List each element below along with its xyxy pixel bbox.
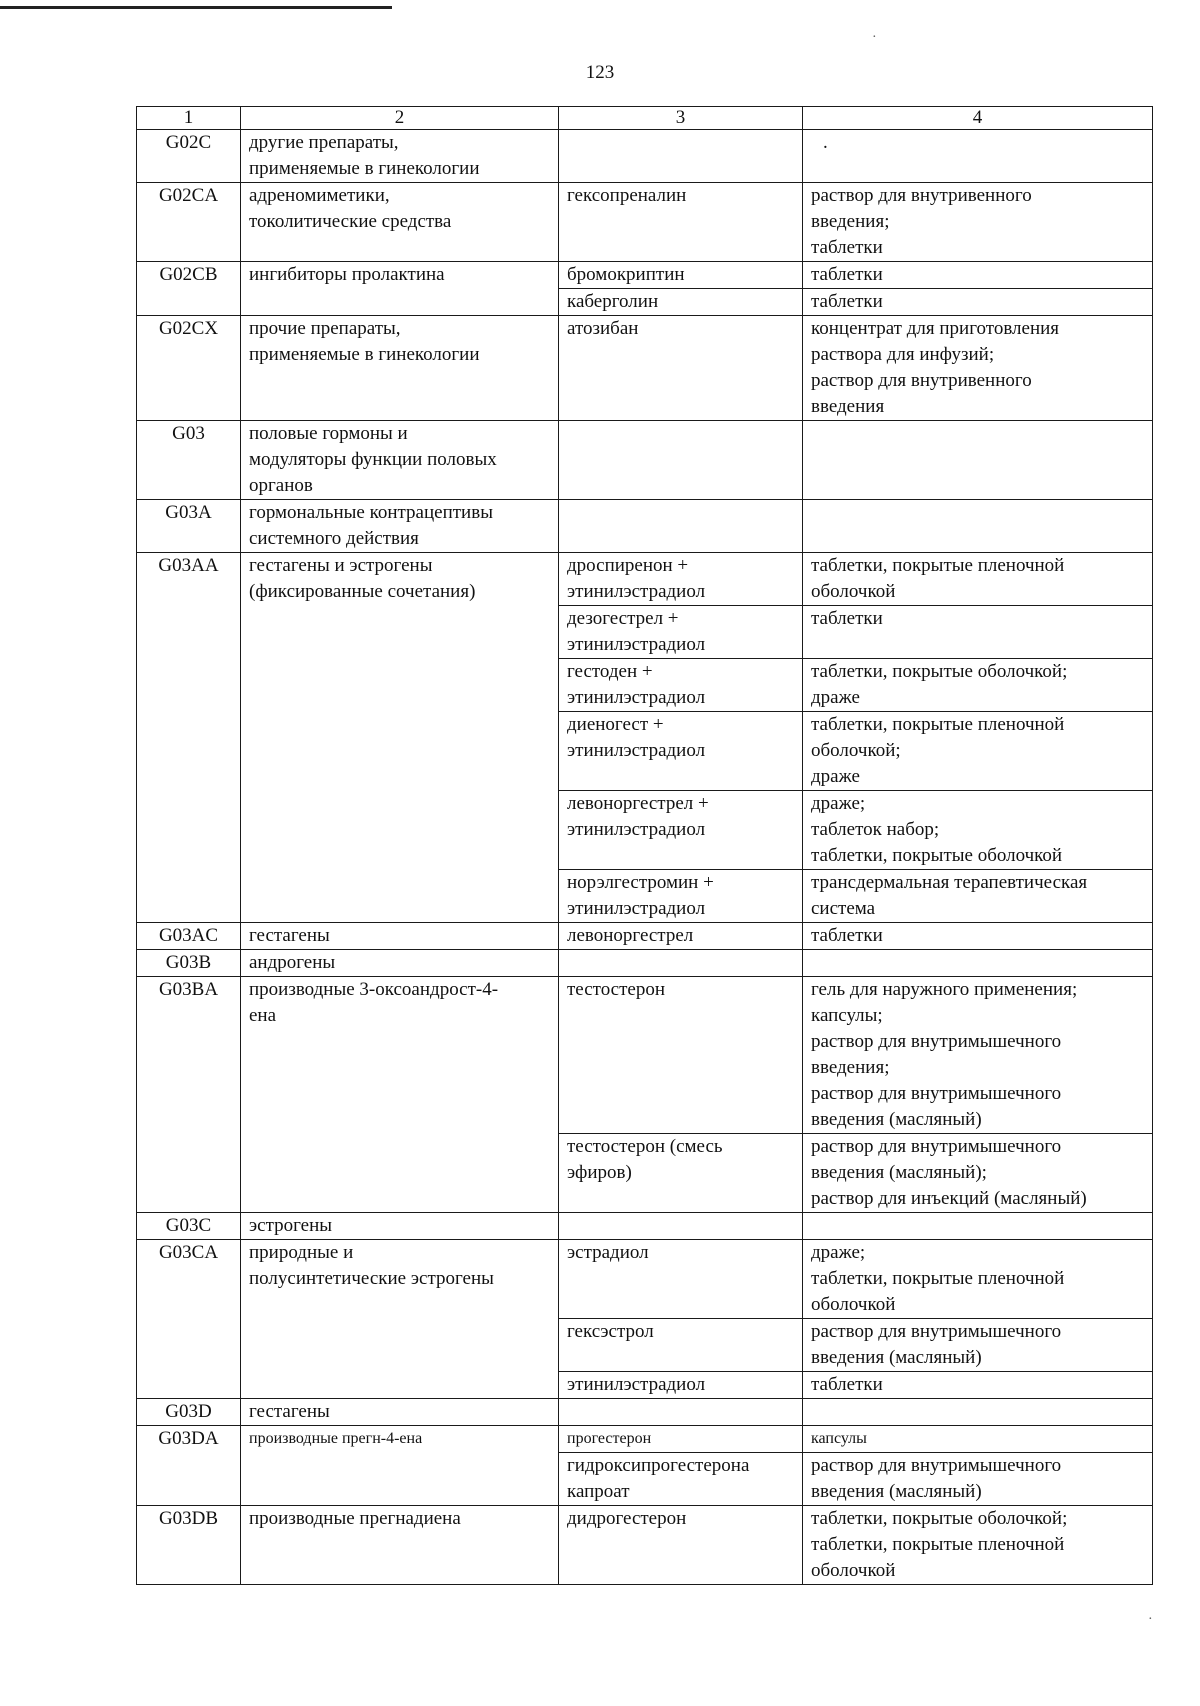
dosage-form: таблетки, покрытые оболочкой; таблетки, покрытые пленочной оболочкой	[803, 1506, 1153, 1585]
drug-name: норэлгестромин + этинилэстрадиол	[559, 870, 803, 923]
dosage-form: таблетки, покрытые пленочной оболочкой; драже	[803, 712, 1153, 791]
scan-speck: ·	[1148, 1612, 1153, 1627]
group-name: эстрогены	[241, 1213, 559, 1240]
atc-code: G03CA	[137, 1240, 241, 1399]
dosage-form: таблетки	[803, 1372, 1153, 1399]
dosage-form: .	[803, 130, 1153, 183]
table-row	[137, 923, 1153, 950]
atc-code: G03D	[137, 1399, 241, 1426]
dosage-form: раствор для внутримышечного введения (масляный)	[803, 1319, 1153, 1372]
drug-name: гидроксипрогестерона капроат	[559, 1453, 803, 1506]
drug-name	[559, 500, 803, 553]
table-row	[137, 977, 1153, 1134]
atc-code: G02C	[137, 130, 241, 183]
header-col-1: 1	[137, 107, 241, 130]
dosage-form: таблетки	[803, 289, 1153, 316]
drug-table	[136, 106, 1153, 1585]
drug-name: бромокриптин	[559, 262, 803, 289]
group-name: другие препараты, применяемые в гинекологии	[241, 130, 559, 183]
dosage-form	[803, 421, 1153, 500]
header-row	[137, 107, 1153, 130]
dosage-form	[803, 1399, 1153, 1426]
atc-code: G02CB	[137, 262, 241, 316]
drug-name: дроспиренон + этинилэстрадиол	[559, 553, 803, 606]
drug-name: атозибан	[559, 316, 803, 421]
table-row	[137, 130, 1153, 183]
atc-code: G03AA	[137, 553, 241, 923]
group-name: половые гормоны и модуляторы функции половых органов	[241, 421, 559, 500]
table-row	[137, 1426, 1153, 1453]
dosage-form: капсулы	[803, 1426, 1153, 1453]
atc-code: G03B	[137, 950, 241, 977]
drug-name: гексэстрол	[559, 1319, 803, 1372]
group-name: природные и полусинтетические эстрогены	[241, 1240, 559, 1399]
drug-name: тестостерон	[559, 977, 803, 1134]
group-name: производные 3-оксоандрост-4- ена	[241, 977, 559, 1213]
drug-name: левоноргестрел	[559, 923, 803, 950]
drug-name: гексопреналин	[559, 183, 803, 262]
drug-name: прогестерон	[559, 1426, 803, 1453]
dosage-form: трансдермальная терапевтическая система	[803, 870, 1153, 923]
dosage-form: таблетки	[803, 923, 1153, 950]
dosage-form: таблетки	[803, 606, 1153, 659]
table-row	[137, 1399, 1153, 1426]
drug-name	[559, 130, 803, 183]
scan-speck: ·	[872, 30, 877, 45]
group-name: гестагены и эстрогены (фиксированные сочетания)	[241, 553, 559, 923]
drug-name: каберголин	[559, 289, 803, 316]
table-row	[137, 316, 1153, 421]
atc-code: G03AC	[137, 923, 241, 950]
group-name: производные прегн-4-ена	[241, 1426, 559, 1506]
atc-code: G02CX	[137, 316, 241, 421]
atc-code: G02CA	[137, 183, 241, 262]
top-rule	[0, 6, 392, 9]
drug-name	[559, 1399, 803, 1426]
atc-code: G03C	[137, 1213, 241, 1240]
drug-name: тестостерон (смесь эфиров)	[559, 1134, 803, 1213]
drug-name: дидрогестерон	[559, 1506, 803, 1585]
drug-name: диеногест + этинилэстрадиол	[559, 712, 803, 791]
group-name: гестагены	[241, 923, 559, 950]
group-name: андрогены	[241, 950, 559, 977]
drug-name	[559, 950, 803, 977]
atc-code: G03DB	[137, 1506, 241, 1585]
dosage-form: драже; таблетки, покрытые пленочной оболочкой	[803, 1240, 1153, 1319]
header-col-3: 3	[559, 107, 803, 130]
atc-code: G03DA	[137, 1426, 241, 1506]
header-col-4: 4	[803, 107, 1153, 130]
dosage-form	[803, 950, 1153, 977]
table-row	[137, 553, 1153, 606]
table-row	[137, 1506, 1153, 1585]
atc-code: G03	[137, 421, 241, 500]
drug-name: этинилэстрадиол	[559, 1372, 803, 1399]
header-col-2: 2	[241, 107, 559, 130]
page-number: 123	[585, 62, 615, 83]
dosage-form: концентрат для приготовления раствора для инфузий; раствор для внутривенного введения	[803, 316, 1153, 421]
dosage-form	[803, 1213, 1153, 1240]
atc-code: G03A	[137, 500, 241, 553]
drug-name: дезогестрел + этинилэстрадиол	[559, 606, 803, 659]
table-row	[137, 500, 1153, 553]
table-row	[137, 183, 1153, 262]
drug-name	[559, 421, 803, 500]
group-name: ингибиторы пролактина	[241, 262, 559, 316]
dosage-form	[803, 500, 1153, 553]
group-name: гормональные контрацептивы системного действия	[241, 500, 559, 553]
drug-name: гестоден + этинилэстрадиол	[559, 659, 803, 712]
drug-name	[559, 1213, 803, 1240]
table-row	[137, 950, 1153, 977]
atc-code: G03BA	[137, 977, 241, 1213]
table-row	[137, 1240, 1153, 1319]
group-name: адреномиметики, токолитические средства	[241, 183, 559, 262]
table-row	[137, 1213, 1153, 1240]
drug-name: эстрадиол	[559, 1240, 803, 1319]
group-name: гестагены	[241, 1399, 559, 1426]
dosage-form: таблетки, покрытые пленочной оболочкой	[803, 553, 1153, 606]
table-row	[137, 262, 1153, 289]
dosage-form: таблетки	[803, 262, 1153, 289]
dosage-form: таблетки, покрытые оболочкой; драже	[803, 659, 1153, 712]
table-row	[137, 421, 1153, 500]
group-name: производные прегнадиена	[241, 1506, 559, 1585]
group-name: прочие препараты, применяемые в гинекологии	[241, 316, 559, 421]
dosage-form: раствор для внутримышечного введения (масляный); раствор для инъекций (масляный)	[803, 1134, 1153, 1213]
drug-name: левоноргестрел + этинилэстрадиол	[559, 791, 803, 870]
dosage-form: гель для наружного применения; капсулы; раствор для внутримышечного введения; раствор для внутримышечного введения (масляный)	[803, 977, 1153, 1134]
dosage-form: драже; таблеток набор; таблетки, покрытые оболочкой	[803, 791, 1153, 870]
dosage-form: раствор для внутривенного введения; таблетки	[803, 183, 1153, 262]
dosage-form: раствор для внутримышечного введения (масляный)	[803, 1453, 1153, 1506]
